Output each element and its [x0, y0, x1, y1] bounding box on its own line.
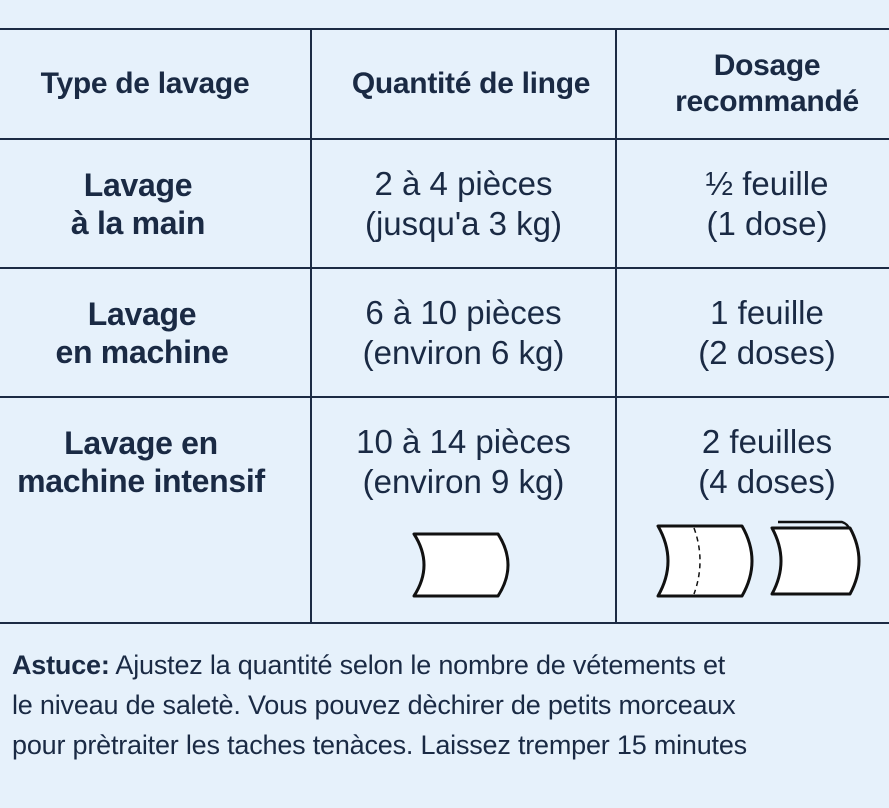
- row-3-type-line-2: machine intensif: [17, 463, 265, 499]
- row-1-type-line-1: Lavage: [83, 166, 193, 203]
- tip-label: Astuce:: [12, 650, 110, 680]
- row-1-dosage-line-2: (1 dose): [706, 205, 828, 242]
- half-sheet-icon: [654, 520, 764, 602]
- sheet-icon: [410, 528, 520, 603]
- row-3-quantite: [312, 420, 615, 504]
- table-bottom-border: [0, 622, 889, 624]
- row-1-dosage-line-1: ½ feuille: [705, 165, 829, 203]
- header-dosage: [617, 30, 889, 138]
- row-2-quantite: [312, 269, 615, 397]
- header-quantite-linge-text: Quantité de linge: [351, 67, 591, 100]
- row-2-type: [0, 269, 284, 397]
- row-3-dosage-line-1: 2 feuilles: [701, 423, 833, 461]
- tip-line-2: le niveau de saletè. Vous pouvez dèchirer de petits morceaux: [12, 690, 736, 720]
- row-2-dosage-line-1: 1 feuille: [710, 294, 824, 332]
- row-1-quantite: [312, 140, 615, 268]
- tip-text: [12, 645, 882, 765]
- tip-line-3: pour prètraiter les taches tenàces. Laissez tremper 15 minutes: [12, 730, 747, 760]
- row-2-quantite-line-1: 6 à 10 pièces: [365, 294, 562, 332]
- row-3-dosage: [617, 420, 889, 504]
- row-2-type-line-2: en machine: [55, 334, 229, 370]
- header-type-lavage-text: Type de lavage: [40, 67, 250, 100]
- tip-line-1-text: Ajustez la quantité selon le nombre de vétements et: [109, 650, 726, 680]
- row-3-type: [0, 420, 282, 504]
- row-2-type-line-1: Lavage: [87, 295, 197, 332]
- row-1-quantite-line-1: 2 à 4 pièces: [374, 165, 553, 203]
- row-3-quantite-line-2: (environ 9 kg): [362, 463, 565, 500]
- row-2-dosage-line-2: (2 doses): [698, 334, 836, 371]
- header-dosage-line-1: Dosage: [713, 49, 821, 82]
- row-1-type-line-2: à la main: [70, 205, 206, 241]
- row-3-quantite-line-1: 10 à 14 pièces: [356, 423, 571, 461]
- double-sheet-icon: [768, 516, 872, 602]
- row-3-type-line-1: Lavage en: [64, 424, 218, 461]
- tip-line-1: [12, 645, 882, 685]
- row-1-type: [0, 140, 276, 268]
- row-1-quantite-line-2: (jusqu'a 3 kg): [364, 205, 563, 242]
- row-1-dosage: [617, 140, 889, 268]
- header-type-lavage: [0, 30, 290, 138]
- row-2-quantite-line-2: (environ 6 kg): [362, 334, 565, 371]
- header-quantite-linge: [312, 30, 630, 138]
- header-dosage-line-2: recommandé: [675, 85, 859, 118]
- row-3-dosage-line-2: (4 doses): [698, 463, 836, 500]
- row-2-dosage: [617, 269, 889, 397]
